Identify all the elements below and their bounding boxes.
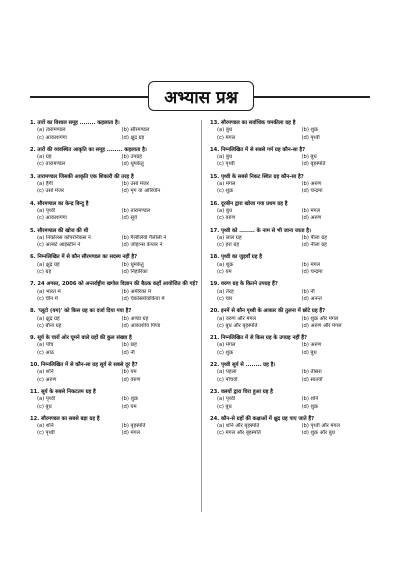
answer-option: (b) पीला ग्रह [301,234,327,241]
answer-option: (b) अरुण [301,181,322,188]
answer-option: (c) बौना ग्रह [37,322,62,329]
question-item [30,308,206,330]
answer-option: (a) तारामण्डल [37,127,66,134]
answer-options [30,235,206,250]
answer-options [30,316,206,331]
answer-option: (a) पृथ्वी [217,396,236,403]
answer-option: (d) शुक्र और बुध [301,430,335,437]
answer-option: (a) पाँच [37,342,54,349]
answer-option: (a) हैंगी [37,181,53,188]
answer-options [30,369,206,384]
answer-option: (c) हरा ग्रह [217,242,240,249]
question-text: 2. तारों की व्यवस्थित आकृति का समूह ........ कहलाता है। [30,146,147,153]
answer-option: (a) तेरह [217,288,234,295]
question-item [210,254,386,276]
answer-option: (b) उर्सा मेजर [121,181,149,188]
answer-option: (d) सातवाँ [301,376,323,383]
answer-options [30,127,206,142]
question-item [210,308,386,330]
answer-option: (d) चेकोस्लोवाकिया में [121,295,165,302]
question-text: 9. सूर्य के चारों ओर घूमने वाले ग्रहों की कुल संख्या है [30,335,132,342]
answer-options [30,342,206,357]
answer-option: (d) सूर्य [121,215,138,222]
answer-option: (c) पृथ्वी [37,430,55,437]
answer-option: (d) जोहान्स केप्लर ने [121,242,163,249]
answer-option: (d) नौ [121,349,135,356]
answer-options [30,208,206,223]
question-text: 12. सौरमण्डल का सबसे बड़ा ग्रह है [30,415,100,422]
answer-option: (c) चीन में [37,295,58,302]
answer-option: (a) पृथ्वी [37,396,56,403]
answer-option: (d) अरुण [301,215,322,222]
answer-options [30,181,206,196]
answer-option: (c) बुध [37,403,52,410]
question-item [30,120,206,142]
answer-option: (b) सौरमण्डल [121,127,150,134]
answer-option: (d) अनन्त [301,295,322,302]
question-item [210,335,386,357]
answer-option: (d) नीला ग्रह [301,242,327,249]
answer-options [210,289,386,304]
question-text: 16. दूरबीन द्वारा खोजा गया प्रथम ग्रह है [210,200,288,207]
answer-option: (b) शुक्र [121,396,139,403]
answer-option: (c) तारामण्डल [37,161,66,168]
answer-option: (b) मंगल [301,261,321,268]
answer-options [210,423,386,438]
answer-option: (b) तीसरा [301,369,322,376]
answer-option: (d) धूमकेतु [121,161,144,168]
answer-option: (c) पृथ्वी [217,161,235,168]
answer-option: (b) उपग्रह [121,154,142,161]
answer-option: (a) शनि [37,369,54,376]
question-item [30,281,206,303]
answer-option: (d) चन्द्रमा [301,269,323,276]
answer-option: (d) मंगल [121,430,141,437]
section-header [0,81,400,111]
answer-option: (d) क्षुद्र ग्रह [121,134,145,141]
question-item [30,335,206,357]
answer-option: (c) मंगल [217,134,236,141]
answer-option: (a) मंगल [217,181,236,188]
answer-option: (a) बुध [217,154,233,161]
question-item [210,228,386,250]
answer-option: (c) शुक्र [217,188,234,195]
answer-option: (c) अल्बर्ट आइंस्टीन ने [37,242,81,249]
answer-option: (c) चार [217,295,233,302]
question-item [30,362,206,384]
question-item [210,147,386,169]
answer-option: (a) शनि [37,423,54,430]
answer-options [210,262,386,277]
answer-options [210,154,386,169]
answer-options [30,262,206,277]
question-text: 11. सूर्य के सबसे निकटतम ग्रह है [30,388,96,395]
question-text: 5. सौरमण्डल की खोज की थी [30,227,89,234]
answer-option: (b) शुक्र [301,127,319,134]
answer-option: (d) शुक्र [301,403,319,410]
question-text: 17. पृथ्वी को ........ के नाम से भी जाना जाता है। [210,227,311,234]
question-text: 3. तारामण्डल जिसकी आकृति एक शिकारी की तरह है [30,173,134,180]
question-text: 22. पृथ्वी सूर्य से ........ ग्रह है। [210,362,276,369]
answer-option: (c) उर्सा मेजर [37,188,64,195]
answer-option: (c) शुक्र [217,349,234,356]
question-text: 15. पृथ्वी के सबसे निकट स्थित ग्रह कौन-सा है? [210,173,304,180]
question-item [30,228,206,250]
question-text: 6. निम्नलिखित में से कौन सौरमण्डल का सदस्य नहीं है? [30,254,138,261]
question-text: 20. इनमें से कौन पृथ्वी के आकार की तुलना में छोटे ग्रह हैं? [210,308,326,315]
answer-option: (d) चन्द्रमा [301,188,323,195]
answer-option: (c) बुध और बृहस्पति [217,322,258,329]
answer-option: (d) पृथ्वी [301,134,320,141]
answer-option: (b) शनि [301,396,319,403]
answer-option: (b) छह [121,342,137,349]
answer-option: (a) ग्रह [37,154,52,161]
answer-option: (a) वरुण और मंगल [217,315,256,322]
answer-option: (a) लाल ग्रह [217,234,242,241]
answer-option: (a) पहला [217,369,237,376]
answer-option: (a) शनि और बृहस्पति [217,423,260,430]
question-text: 4. सौरमण्डल का केन्द्र बिन्दु है [30,200,89,207]
answer-option: (c) अरुण [37,376,57,383]
answer-option: (c) यम [217,269,232,276]
answer-option: (b) अमेरिका में [121,288,152,295]
answer-options [210,181,386,196]
answer-options [210,235,386,250]
question-text: 14. निम्नलिखित में से सबसे गर्म ग्रह कौन-सा है? [210,146,306,153]
answer-option: (a) बुध [217,127,233,134]
answer-option: (b) बुध [301,154,317,161]
question-text: 18. पृथ्वी का जुड़वाँ ग्रह है [210,254,263,261]
answer-options [30,289,206,304]
question-text: 8. 'प्लूटो (यम)' को किस ग्रह का दर्जा दिया गया है? [30,308,132,315]
answer-option: (c) मंगल और बृहस्पति [217,430,261,437]
answer-option: (d) मृग या ओरियॉन [121,188,161,195]
answer-option: (d) वरुण [121,376,141,383]
question-item [210,362,386,384]
question-text: 19. वरुण ग्रह के कितने उपग्रह हैं? [210,281,278,288]
answer-options [210,316,386,331]
answer-option: (d) अरुण और मंगल [301,322,342,329]
answer-option: (d) यम [121,403,137,410]
answer-option: (c) पाँचवाँ [217,376,238,383]
question-item [210,281,386,303]
questions-column-right [210,120,386,443]
answer-option: (a) शुक्र [217,261,234,268]
answer-option: (c) आठ [37,349,54,356]
answer-option: (c) बुध [217,403,232,410]
answer-option: (b) धूमकेतु [121,261,144,268]
question-item [30,416,206,438]
header-rule-right [254,96,370,98]
question-item [30,174,206,196]
answer-options [210,369,386,384]
answer-option: (c) आकाशगंगा [37,215,67,222]
question-text: 23. वलयों द्वारा घिरा हुआ ग्रह है [210,388,273,395]
answer-option: (b) नौ [301,288,315,295]
answer-options [30,396,206,411]
question-item [210,389,386,411]
question-text: 10. निम्नलिखित में से कौन-सा ग्रह सूर्य से सबसे दूर है? [30,362,138,369]
header-rule-left [30,96,148,98]
question-item [210,174,386,196]
answer-options [30,423,206,438]
answer-option: (b) यम [121,369,137,376]
answer-option: (a) पृथ्वी [37,207,56,214]
answer-option: (d) बुध [301,349,317,356]
answer-option: (b) गैलीलियो गैलीली ने [121,234,167,241]
answer-option: (a) भारत में [37,288,61,295]
answer-option: (b) मंगल [301,207,321,214]
question-item [210,201,386,223]
answer-option: (a) बुध [217,207,233,214]
answer-option: (b) शुक्र और मंगल [301,315,339,322]
answer-option: (b) पृथ्वी और मंगल [301,423,340,430]
answer-option: (d) निहारिका [121,269,148,276]
answer-option: (d) आकाशीय पिण्ड [121,322,161,329]
question-item [210,416,386,438]
question-item [210,120,386,142]
question-text: 21. निम्नलिखित में से किस ग्रह के उपग्रह नहीं हैं? [210,335,308,342]
answer-option: (a) मंगल [217,342,236,349]
answer-option: (d) बृहस्पति [301,161,326,168]
answer-options [210,127,386,142]
answer-options [210,342,386,357]
answer-option: (a) निकोलस कॉपरनिकस ने [37,234,91,241]
section-title: अभ्यास प्रश्न [148,81,254,111]
question-item [30,254,206,276]
question-item [30,147,206,169]
question-text: 1. तारों का विशाल समूह ........ कहलाता है। [30,120,120,126]
answer-option: (b) अरुण [301,342,322,349]
answer-option: (b) बृहस्पति [121,423,146,430]
answer-option: (b) तारामण्डल [121,207,151,214]
answer-option: (a) क्षुद्र ग्रह [37,261,60,268]
answer-options [30,154,206,169]
questions-column-left [30,120,206,443]
question-text: 24. कौन-से ग्रहों की कक्षाओं में क्षुद्र ग्रह पाए जाते हैं? [210,415,315,422]
answer-option: (b) अण्डा ग्रह [121,315,149,322]
answer-options [210,396,386,411]
answer-option: (c) वरुण [217,215,236,222]
question-item [30,201,206,223]
question-text: 7. 24 अगस्त, 2006 को अन्तर्राष्ट्रीय खगोल विज्ञान की बैठक कहाँ आयोजित की गई? [30,281,199,288]
answer-option: (c) ग्रह [37,269,52,276]
question-item [30,389,206,411]
question-text: 13. सौरमण्डल का सर्वाधिक चमकीला ग्रह है [210,120,296,126]
answer-option: (c) आकाशगंगा [37,134,67,141]
answer-option: (a) क्षुद्र ग्रह [37,315,60,322]
answer-options [210,208,386,223]
